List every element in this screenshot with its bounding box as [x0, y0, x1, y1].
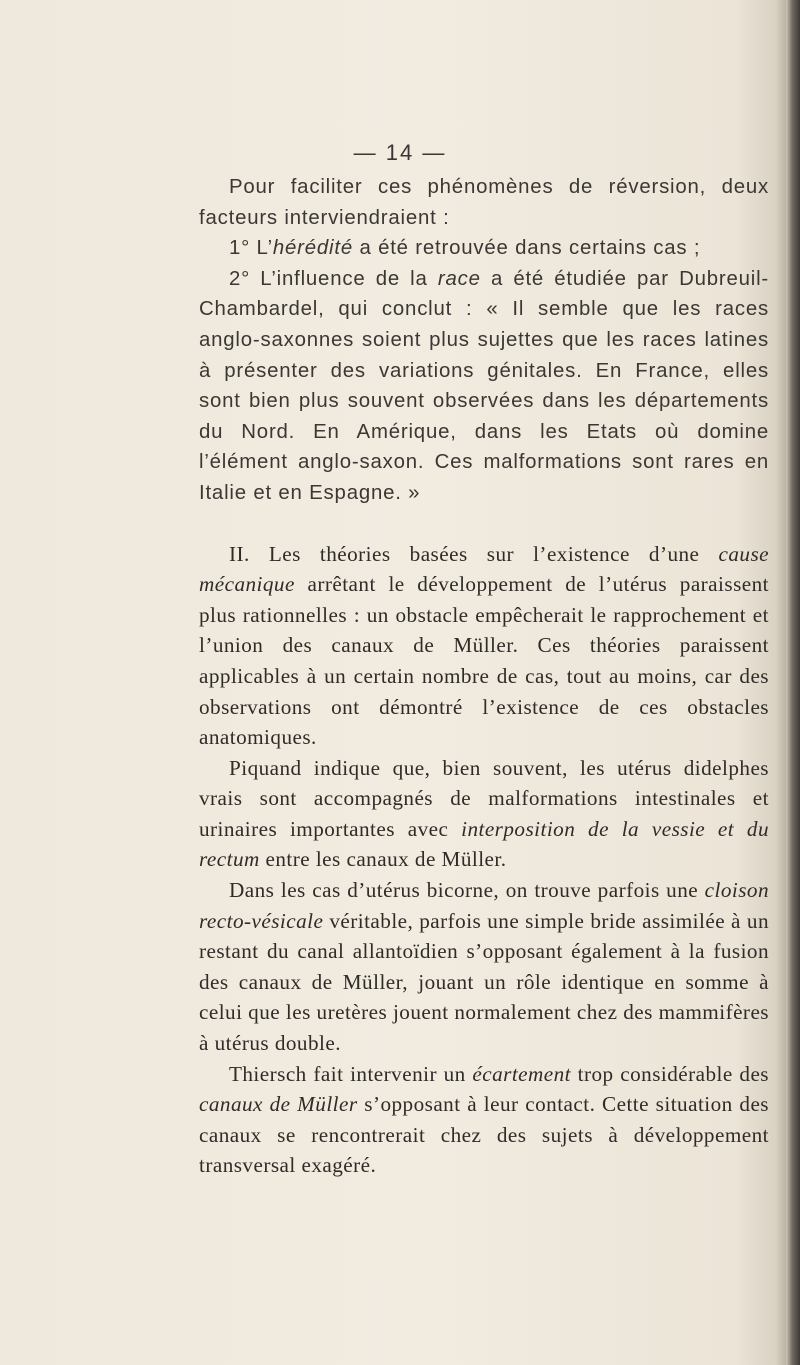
text-run: Pour faciliter ces phénomènes de réversion, deux facteurs interviendraient : — [199, 176, 769, 229]
italic-text-run: écartement — [472, 1061, 571, 1086]
paragraph-thiersch — [199, 1059, 769, 1181]
paragraph-intro — [199, 172, 769, 233]
text-run: trop considérable des — [571, 1061, 769, 1086]
italic-text-run: canaux de Müller — [199, 1092, 358, 1117]
italic-text-run: interposition de la vessie et du rectum — [199, 816, 769, 872]
text-run: s’opposant à leur contact. Cette situation des canaux se rencontrerait chez des sujets à développement transversal exagéré. — [199, 1092, 769, 1178]
text-run: arrêtant le développement de l’utérus paraissent plus rationnelles : un obstacle empêcherait le rapprochement et l’union des canaux de Müller. Ces théories paraissent applicables à un certain nombre de cas, tout au moins, car des observations ont démontré l’existence de ces obstacles anatomiques. — [199, 572, 769, 750]
page-number: — 14 — — [353, 140, 447, 165]
italic-text-run: hérédité — [272, 237, 353, 260]
text-run: véritable, parfois une simple bride assimilée à un restant du canal allantoïdien s’opposant également à la fusion des canaux de Müller, jouant un rôle identique en somme à celui que les uretères jouent normalement chez des mammifères à utérus double. — [199, 908, 769, 1056]
page-binding-edge — [786, 0, 800, 1365]
paragraph-piquand — [199, 753, 769, 875]
italic-text-run: cause mécanique — [199, 541, 769, 597]
paragraph-factor-heredity — [199, 233, 769, 264]
paragraph-bicorne — [199, 875, 769, 1059]
text-run: II. Les théories basées sur l’existence d’une — [229, 541, 719, 566]
italic-text-run: race — [437, 267, 481, 290]
text-run: entre les canaux de Müller. — [259, 847, 507, 872]
italic-text-run: cloison recto-vésicale — [199, 878, 769, 933]
body-text — [199, 172, 769, 1181]
text-run: 2° L’influence de la — [229, 267, 438, 290]
paragraph-mechanical-theories — [199, 539, 769, 753]
text-run: Piquand indique que, bien souvent, les utérus didelphes vrais sont accompagnés de malformations intestinales et urinaires importantes avec — [199, 755, 769, 841]
text-run: Thiersch fait intervenir un — [229, 1061, 473, 1086]
text-run: a été étudiée par Dubreuil-Chambardel, qui conclut : « Il semble que les races anglo-saxonnes soient plus sujettes que les races latines à présenter des variations génitales. En France, elles sont bien plus souvent observées dans les départements du Nord. En Amérique, dans les Etats où domine l’élément anglo-saxon. Ces malformations sont rares en Italie et en Espagne. » — [199, 267, 769, 504]
text-run: a été retrouvée dans certains cas ; — [353, 237, 701, 260]
text-run: Dans les cas d’utérus bicorne, on trouve parfois une — [229, 878, 705, 903]
paragraph-factor-race — [199, 264, 769, 509]
text-run: 1° L’ — [229, 237, 273, 260]
